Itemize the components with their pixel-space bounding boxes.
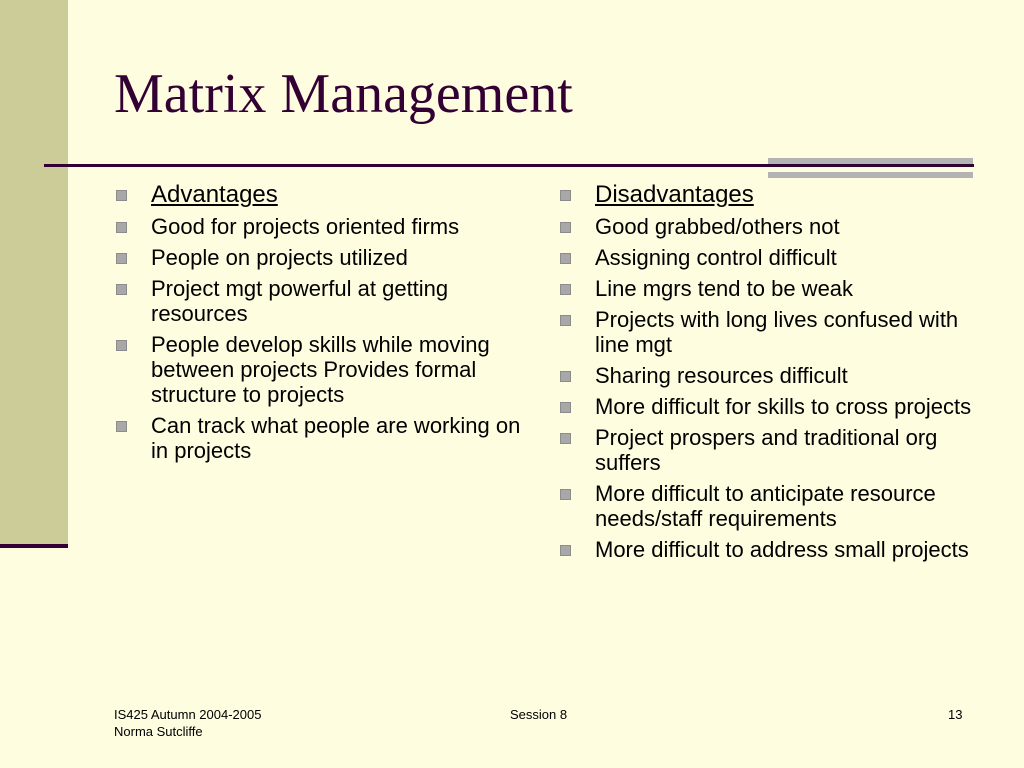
left-accent-line [0, 544, 68, 548]
advantages-header-text: Advantages [151, 181, 278, 208]
list-item-text: Can track what people are working on in projects [151, 413, 521, 463]
advantages-column [114, 180, 534, 469]
list-item-text: Sharing resources difficult [595, 363, 848, 388]
square-bullet-icon [560, 371, 571, 382]
list-item-text: Project prospers and traditional org suffers [595, 425, 938, 475]
square-bullet-icon [116, 222, 127, 233]
square-bullet-icon [116, 421, 127, 432]
list-item [558, 537, 978, 562]
square-bullet-icon [560, 433, 571, 444]
list-item [558, 425, 978, 475]
list-item [558, 245, 978, 270]
list-item-text: Good grabbed/others not [595, 214, 840, 239]
slide-title: Matrix Management [114, 63, 573, 125]
list-item-text: More difficult to anticipate resource needs/staff requirements [595, 481, 936, 531]
advantages-header [114, 180, 534, 209]
list-item-text: Good for projects oriented firms [151, 214, 460, 239]
square-bullet-icon [560, 315, 571, 326]
list-item-text: More difficult for skills to cross projects [595, 394, 972, 419]
footer-author: Norma Sutcliffe [114, 724, 203, 739]
list-item-text: Line mgrs tend to be weak [595, 276, 854, 301]
disadvantages-list [558, 180, 978, 562]
list-item-text: People develop skills while moving between projects Provides formal structure to projects [151, 332, 490, 407]
divider-accent-top [768, 158, 973, 164]
list-item [558, 481, 978, 531]
square-bullet-icon [116, 340, 127, 351]
square-bullet-icon [560, 222, 571, 233]
list-item [114, 332, 534, 407]
square-bullet-icon [560, 190, 571, 201]
title-divider [44, 164, 974, 167]
list-item [114, 245, 534, 270]
list-item [558, 394, 978, 419]
footer-course-info [114, 706, 261, 740]
footer-course: IS425 Autumn 2004-2005 [114, 707, 262, 722]
list-item-text: Project mgt powerful at getting resources [151, 276, 449, 326]
list-item-text: Assigning control difficult [595, 245, 837, 270]
disadvantages-column [558, 180, 978, 568]
square-bullet-icon [560, 489, 571, 500]
list-item [558, 363, 978, 388]
square-bullet-icon [560, 284, 571, 295]
list-item [114, 276, 534, 326]
list-item-text: More difficult to address small projects [595, 537, 969, 562]
divider-accent-bottom [768, 172, 973, 178]
disadvantages-header-text: Disadvantages [595, 181, 754, 208]
advantages-list [114, 180, 534, 463]
list-item [558, 214, 978, 239]
square-bullet-icon [560, 253, 571, 264]
list-item-text: People on projects utilized [151, 245, 408, 270]
square-bullet-icon [116, 284, 127, 295]
square-bullet-icon [116, 253, 127, 264]
footer-session: Session 8 [510, 707, 568, 722]
left-accent-band [0, 0, 68, 545]
list-item [114, 214, 534, 239]
list-item-text: Projects with long lives confused with line mgt [595, 307, 959, 357]
square-bullet-icon [560, 545, 571, 556]
disadvantages-header [558, 180, 978, 209]
list-item [114, 413, 534, 463]
square-bullet-icon [116, 190, 127, 201]
page-number: 13 [948, 707, 963, 722]
list-item [558, 276, 978, 301]
list-item [558, 307, 978, 357]
square-bullet-icon [560, 402, 571, 413]
